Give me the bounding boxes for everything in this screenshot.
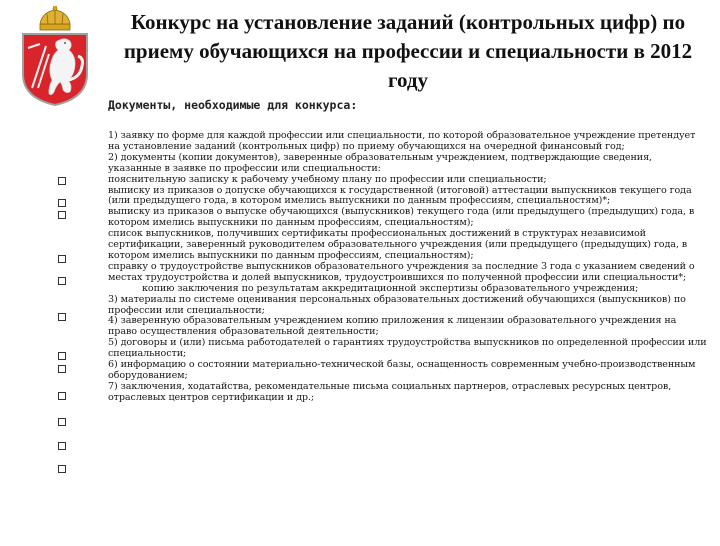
- bullet-icon: [58, 199, 66, 207]
- crown-icon: [40, 6, 70, 30]
- list-item: выписку из приказов о выпуске обучающихся (выпускников) текущего года (или предыдущего (предыдущих) года, в котором имелись выпускники по данным профессиям, специальностям);: [108, 206, 695, 229]
- bullet-icon: [58, 365, 66, 373]
- bullet-icon: [58, 465, 66, 473]
- list-item: копию заключения по результатам аккредитационной экспертизы образовательного учреждения;: [142, 282, 639, 294]
- list-item: 6) информацию о состоянии материально-технической базы, оснащенность современным учебно-производственным оборудованием;: [108, 359, 696, 381]
- bullet-icon: [58, 392, 66, 400]
- bullet-icon: [58, 418, 66, 426]
- list-item: 3) материалы по системе оценивания персональных образовательных достижений обучающихся (выпускников) по профессии или специальности;: [108, 293, 686, 316]
- document-body: [108, 131, 708, 404]
- list-item: 2) документы (копии документов), заверенные образовательным учреждением, подтверждающие сведения, указанные в заявке по профессии или специальности:: [108, 151, 652, 174]
- bullet-icon: [58, 442, 66, 450]
- bullet-icon: [58, 211, 66, 219]
- bullet-column: [58, 126, 74, 546]
- bullet-icon: [58, 255, 66, 263]
- list-item: 7) заключения, ходатайства, рекомендательные письма социальных партнеров, отраслевых ресурсных центров, отраслевых центров сертификации и др.;: [108, 380, 672, 403]
- list-item: 4) заверенную образовательным учреждением копию приложения к лицензии образовательного учреждения на право осуществления образовательной деятельности;: [108, 315, 677, 338]
- bullet-icon: [58, 277, 66, 285]
- bullet-icon: [58, 177, 66, 185]
- list-item: выписку из приказов о допуске обучающихся к государственной (итоговой) аттестации выпускников текущего года (или предыдущего года, в котором имелись выпускники по данным профессиям, специальностям)*;: [108, 184, 692, 207]
- section-subtitle: Документы, необходимые для конкурса:: [108, 98, 358, 112]
- list-item: список выпускников, получивших сертификаты профессиональных достижений в структурах независимой сертификации, заверенный руководителем образовательного учреждения (или предыдущего (предыдущих) года, в котором имелись выпускники по данным профессиям, специальностям);: [108, 228, 688, 261]
- list-item: справку о трудоустройстве выпускников образовательного учреждения за последние 3 года с указанием сведений о местах трудоустройства и долей выпускников, трудоустроившихся по полученной профессии или специальности*;: [108, 260, 695, 283]
- bullet-icon: [58, 313, 66, 321]
- bullet-icon: [58, 352, 66, 360]
- list-item: пояснительную записку к рабочему учебному плану по профессии или специальности;: [108, 173, 547, 185]
- list-item: 5) договоры и (или) письма работодателей о гарантиях трудоустройства выпускников по определенной профессии или специальности;: [108, 337, 707, 360]
- coat-of-arms-logo: [18, 6, 92, 106]
- page-title: Конкурс на установление заданий (контрольных цифр) по приему обучающихся на профессии и специальности в 2012 году: [123, 10, 693, 92]
- list-item: 1) заявку по форме для каждой профессии или специальности, по которой образовательное учреждение претендует на установление заданий (контрольных цифр) по приему обучающихся на очередной финансовый год;: [108, 130, 696, 152]
